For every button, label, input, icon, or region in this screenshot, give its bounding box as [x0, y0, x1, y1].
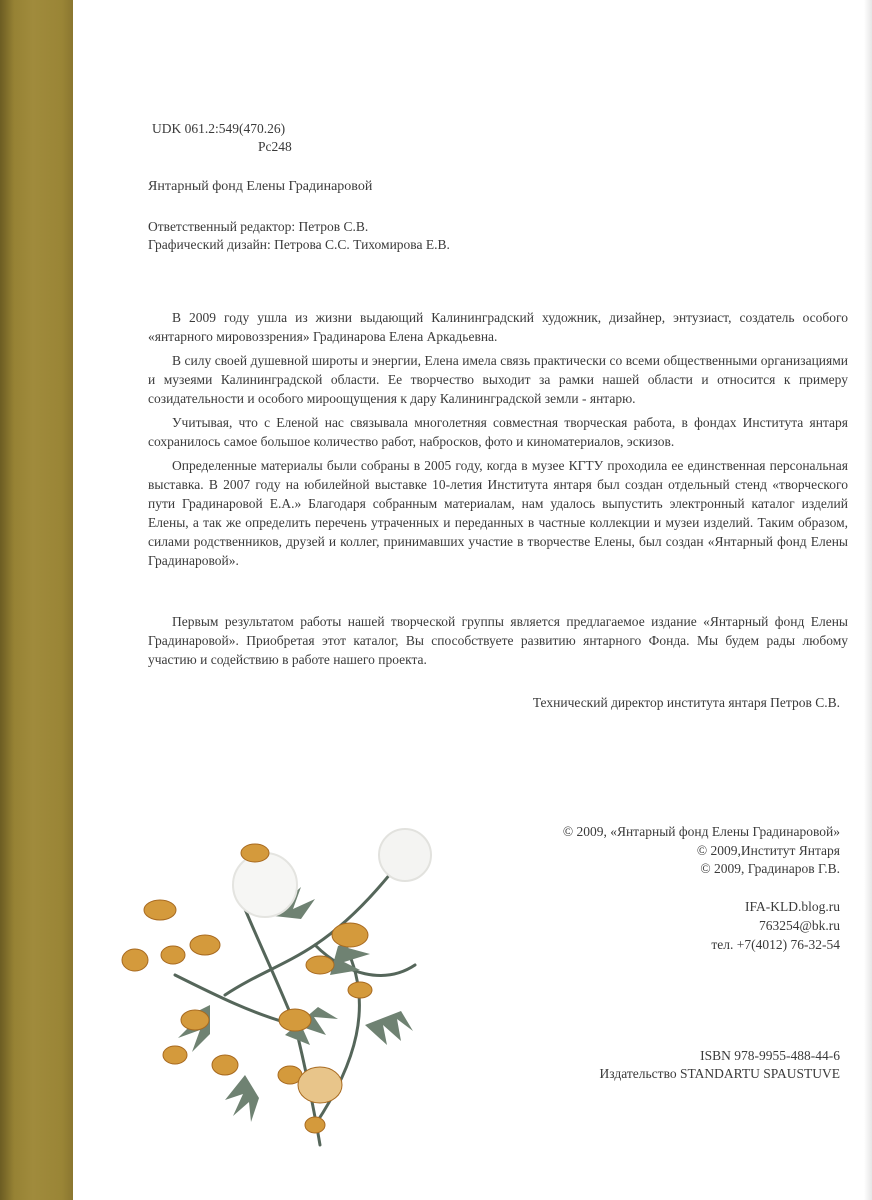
amber-piece: [241, 844, 269, 862]
catalog-code: Pc248: [258, 139, 292, 154]
amber-piece: [348, 982, 372, 998]
copyright-author: © 2009, Градинаров Г.В.: [700, 861, 840, 876]
gold-spine-band: [0, 0, 73, 1200]
isbn: ISBN 978-9955-488-44-6: [700, 1048, 840, 1063]
director-signature: Технический директор института янтаря Петров С.В.: [532, 695, 840, 710]
amber-piece: [305, 1117, 325, 1133]
graphic-design-credits: Графический дизайн: Петрова С.С. Тихомирова Е.В.: [148, 237, 450, 252]
paragraph: Определенные материалы были собраны в 2005 году, когда в музее КГТУ проходила ее единственная персональная выставка. В 2007 году на юбилейной выставке 10-летия Института янтаря был создан отдельный стенд «творческого пути Градинаровой Е.А.» Благодаря собранным материалам, нам удалось выпустить электронный каталог изделий Елены, а так же определить перечень утраченных и переданных в частные коллекции и музеи изделий. Таким образом, силами родственников, друзей и коллег, принимавших участие в творчестве Елены, был создан «Янтарный фонд Елены Градинаровой».: [148, 458, 848, 568]
amber-piece: [161, 946, 185, 964]
copyright-institute: © 2009,Институт Янтаря: [696, 843, 840, 858]
paragraph: В 2009 году ушла из жизни выдающий Калининградский художник, дизайнер, энтузиаст, создатель особого «янтарного мировоззрения» Градинарова Елена Аркадьевна.: [148, 310, 848, 344]
amber-piece: [306, 956, 334, 974]
publisher: Издательство STANDARTU SPAUSTUVE: [599, 1066, 840, 1081]
email-link[interactable]: 763254@bk.ru: [758, 918, 840, 933]
amber-dandelion-image: [115, 825, 445, 1170]
puff-group: [233, 829, 431, 917]
closing-paragraph: Первым результатом работы нашей творческой группы является предлагаемое издание «Янтарный фонд Елены Градинаровой». Приобретая этот каталог, Вы способствуете развитию янтарного Фонда. Мы будем рады любому участию и содействию в работе нашего проекта.: [148, 614, 848, 667]
amber-piece: [190, 935, 220, 955]
dandelion-puff: [379, 829, 431, 881]
paragraph: В силу своей душевной широты и энергии, Елена имела связь практически со всеми общественными организациями и музеями Калининградской области. Ее творчество выходит за рамки нашей области и относится к примеру созидательности и особого мироощущения к дару Калининградской земли - янтарю.: [148, 353, 848, 406]
blog-link[interactable]: IFA-KLD.blog.ru: [745, 899, 840, 914]
dandelion-puff: [233, 853, 297, 917]
foreword-text: [148, 308, 848, 575]
page-edge: [864, 0, 872, 1200]
amber-piece: [181, 1010, 209, 1030]
amber-piece: [212, 1055, 238, 1075]
amber-piece: [332, 923, 368, 947]
leaf: [365, 1011, 413, 1045]
amber-flower-head: [298, 1067, 342, 1103]
udk-code: UDK 061.2:549(470.26): [152, 121, 286, 136]
leaf: [225, 1075, 259, 1122]
amber-piece: [279, 1009, 311, 1031]
copyright-fund: © 2009, «Янтарный фонд Елены Градинаровой»: [562, 824, 840, 839]
leaf-group: [178, 885, 413, 1122]
amber-piece: [163, 1046, 187, 1064]
phone-number: тел. +7(4012) 76-32-54: [711, 937, 840, 952]
amber-piece: [122, 949, 148, 971]
amber-piece: [144, 900, 176, 920]
closing-text: [148, 612, 848, 674]
book-title: Янтарный фонд Елены Градинаровой: [148, 179, 373, 194]
paragraph: Учитывая, что с Еленой нас связывала многолетняя совместная творческая работа, в фондах Института янтаря сохранилось самое большое количество работ, набросков, фото и киноматериалов, эскизов.: [148, 415, 848, 449]
responsible-editor: Ответственный редактор: Петров С.В.: [148, 219, 369, 234]
